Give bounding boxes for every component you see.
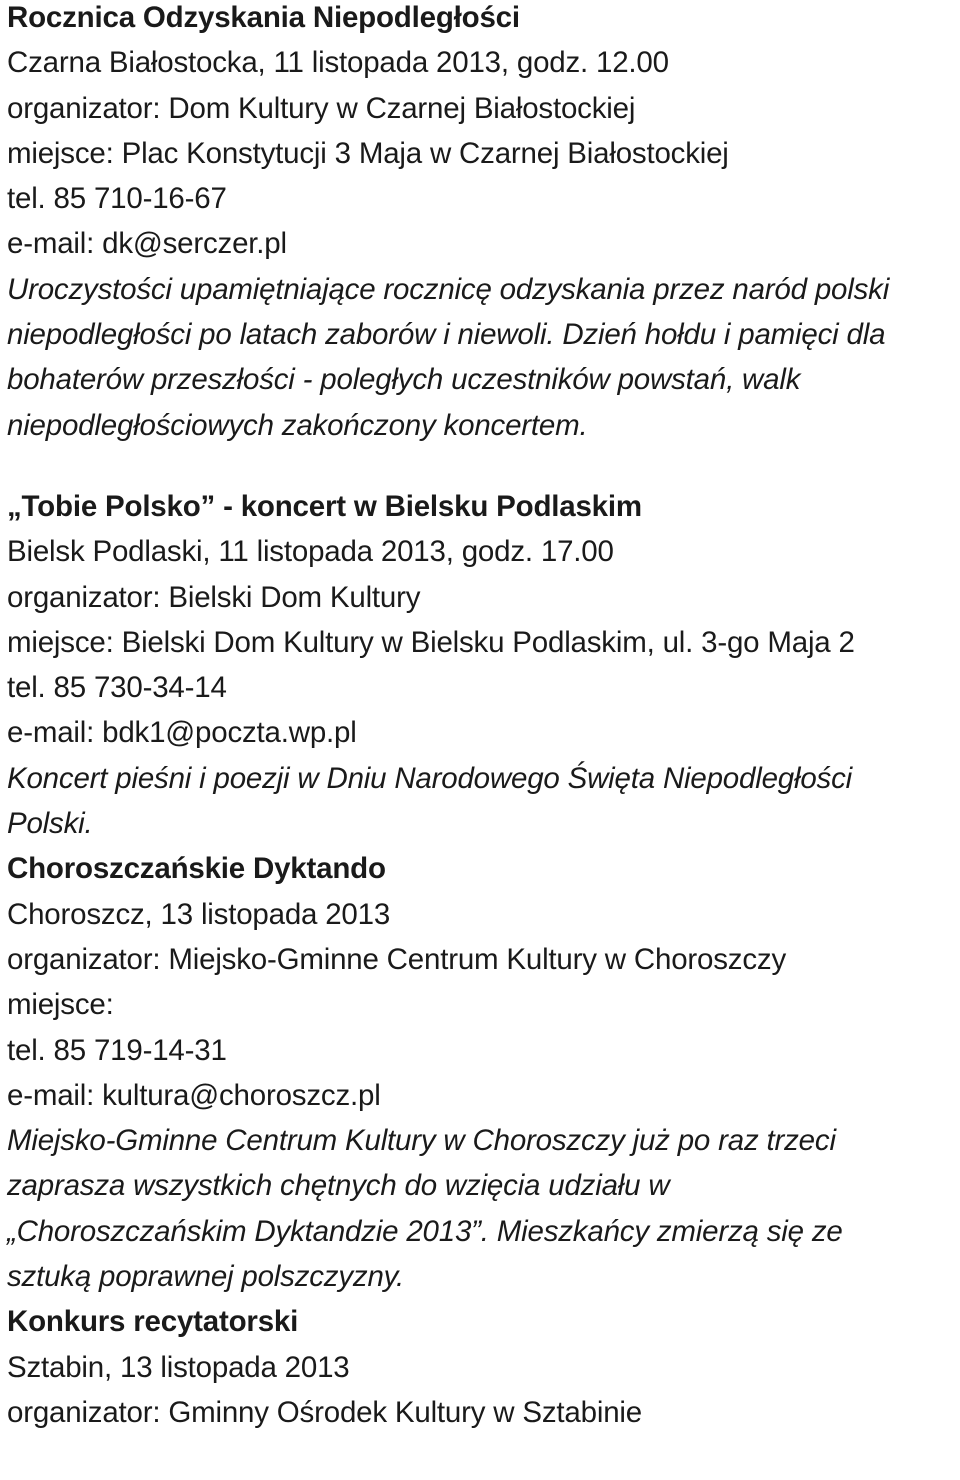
event-description-line: bohaterów przeszłości - poległych uczestników powstań, walk <box>7 363 801 397</box>
event-title: Choroszczańskie Dyktando <box>7 852 386 886</box>
event-dyktando <box>7 846 955 1299</box>
event-place-date: Choroszcz, 13 listopada 2013 <box>7 897 391 931</box>
event-organizer: organizator: Miejsko-Gminne Centrum Kultury w Choroszczy <box>7 942 787 976</box>
event-title: Rocznica Odzyskania Niepodległości <box>7 1 520 34</box>
event-organizer: organizator: Gminny Ośrodek Kultury w Sztabinie <box>7 1395 642 1429</box>
event-email: e-mail: bdk1@poczta.wp.pl <box>7 716 357 750</box>
event-description-line: Uroczystości upamiętniające rocznicę odzyskania przez naród polski <box>7 272 890 306</box>
event-konkurs <box>7 1299 955 1435</box>
event-description-line: sztuką poprawnej polszczyzny. <box>7 1260 405 1294</box>
event-place-date: Bielsk Podlaski, 11 listopada 2013, godz. 17.00 <box>7 535 614 569</box>
event-description-line: niepodległościowych zakończony koncertem. <box>7 408 588 442</box>
event-description-line: Koncert pieśni i poezji w Dniu Narodowego Święta Niepodległości <box>7 761 853 795</box>
event-organizer: organizator: Bielski Dom Kultury <box>7 580 421 614</box>
event-venue: miejsce: Bielski Dom Kultury w Bielsku Podlaskim, ul. 3-go Maja 2 <box>7 625 855 659</box>
event-description-line: zaprasza wszystkich chętnych do wzięcia udziału w <box>7 1169 670 1203</box>
event-organizer: organizator: Dom Kultury w Czarnej Białostockiej <box>7 91 636 125</box>
event-venue: miejsce: <box>7 988 114 1022</box>
event-title: „Tobie Polsko” - koncert w Bielsku Podlaskim <box>7 489 642 523</box>
event-description-line: Miejsko-Gminne Centrum Kultury w Choroszczy już po raz trzeci <box>7 1124 836 1158</box>
event-description-line: Polski. <box>7 807 93 841</box>
events-document <box>7 0 955 1435</box>
event-description-line: niepodległości po latach zaborów i niewoli. Dzień hołdu i pamięci dla <box>7 318 886 352</box>
event-phone: tel. 85 710-16-67 <box>7 182 227 216</box>
event-venue: miejsce: Plac Konstytucji 3 Maja w Czarnej Białostockiej <box>7 136 729 170</box>
event-place-date: Czarna Białostocka, 11 listopada 2013, godz. 12.00 <box>7 46 669 80</box>
event-description-line: „Choroszczańskim Dyktandzie 2013”. Mieszkańcy zmierzą się ze <box>7 1214 843 1248</box>
event-email: e-mail: dk@serczer.pl <box>7 227 287 261</box>
event-rocznica <box>7 0 955 448</box>
event-email: e-mail: kultura@choroszcz.pl <box>7 1078 381 1112</box>
event-tobie-polsko <box>7 484 955 846</box>
section-spacer <box>7 448 955 484</box>
event-place-date: Sztabin, 13 listopada 2013 <box>7 1350 350 1384</box>
event-phone: tel. 85 719-14-31 <box>7 1033 227 1067</box>
event-phone: tel. 85 730-34-14 <box>7 671 227 705</box>
event-title: Konkurs recytatorski <box>7 1305 299 1339</box>
